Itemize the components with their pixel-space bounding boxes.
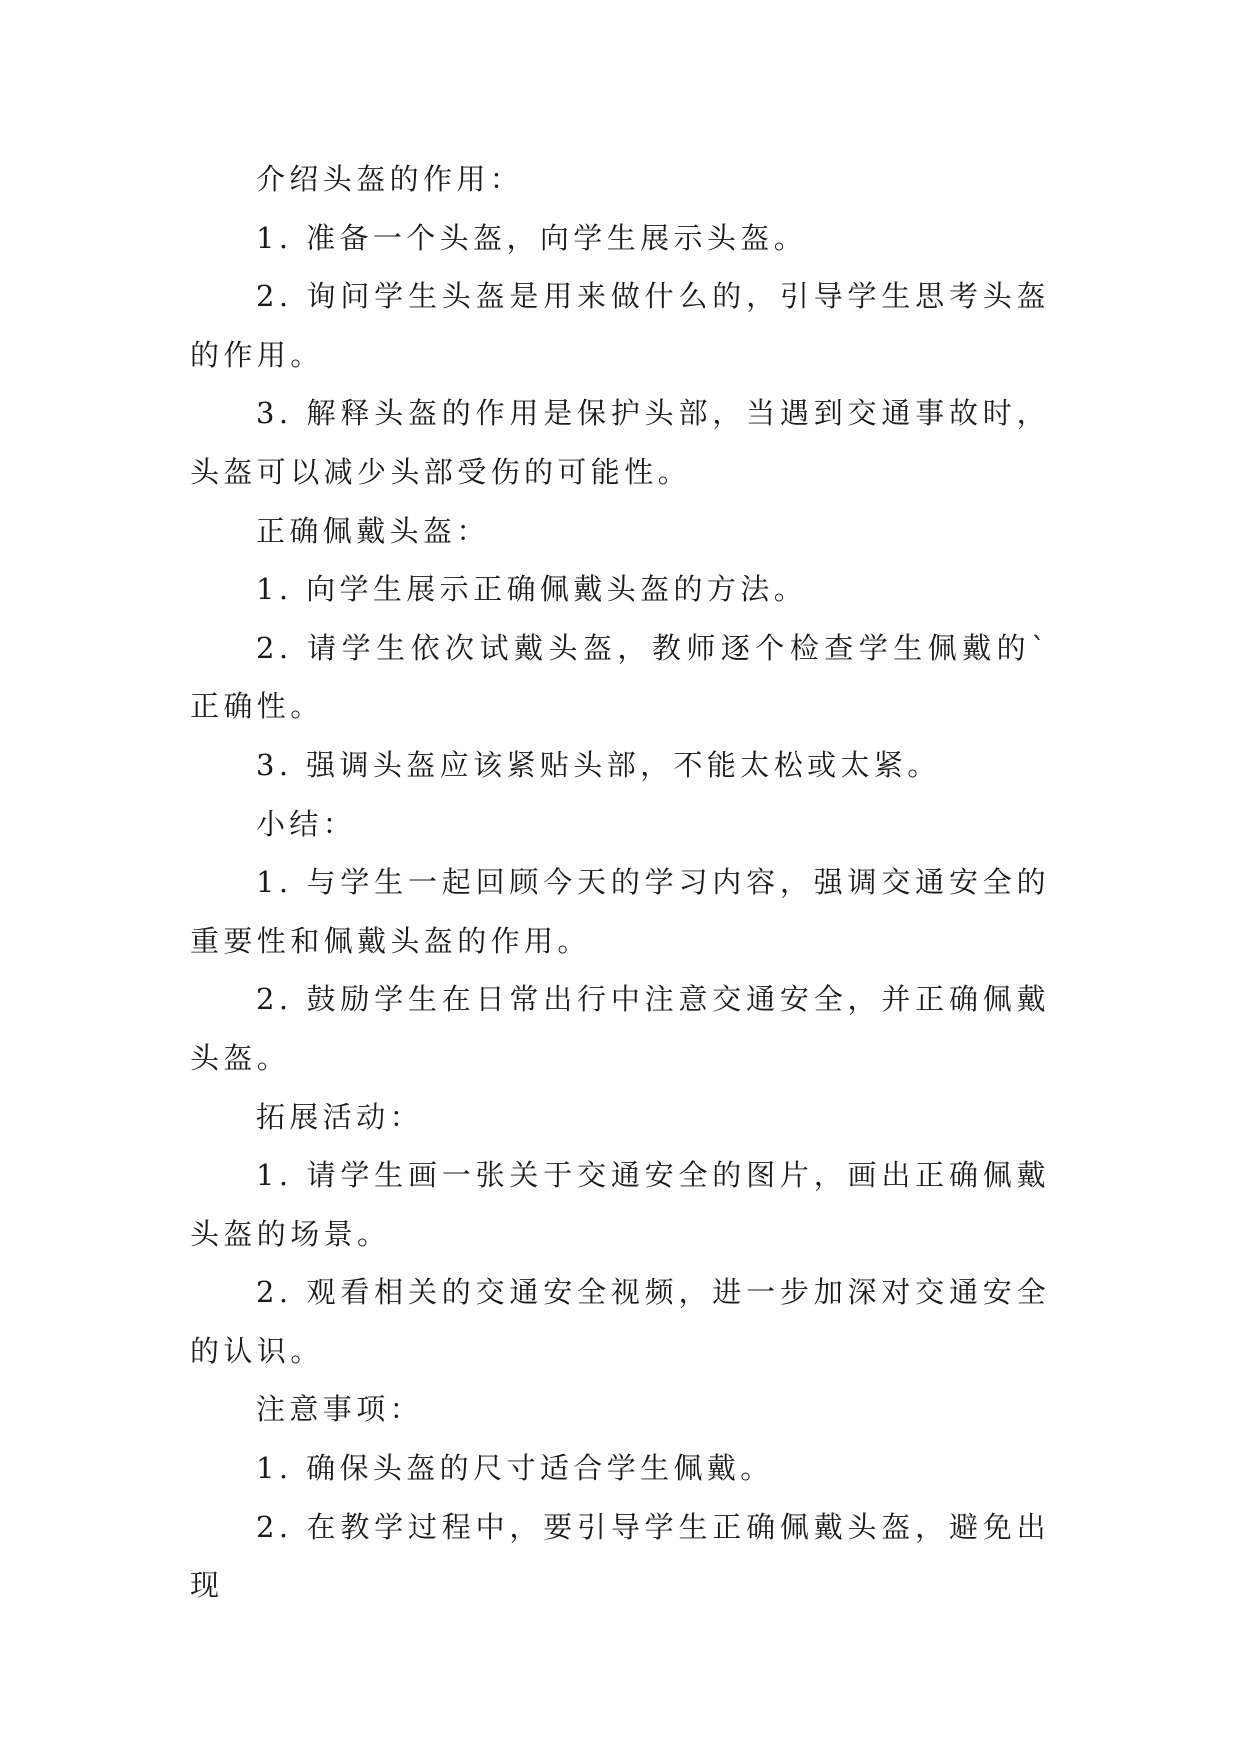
list-item: 1. 准备一个头盔，向学生展示头盔。 [256,220,808,255]
section-heading-extension-activities: 拓展活动： [256,1099,424,1134]
list-item: 1. 确保头盔的尺寸适合学生佩戴。 [256,1451,774,1486]
list-item: 2. 鼓励学生在日常出行中注意交通安全，并正确佩戴头盔。 [190,982,1050,1075]
section-heading-helmet-purpose: 介绍头盔的作用： [256,162,524,196]
document-body [190,150,1050,1615]
list-item: 3. 强调头盔应该紧贴头部，不能太松或太紧。 [256,747,941,782]
list-item: 1. 向学生展示正确佩戴头盔的方法。 [256,572,808,607]
section-heading-summary: 小结： [256,806,357,841]
section-heading-notes: 注意事项： [256,1392,424,1427]
list-item: 2. 观看相关的交通安全视频，进一步加深对交通安全的认识。 [190,1275,1050,1368]
list-item: 1. 与学生一起回顾今天的学习内容，强调交通安全的重要性和佩戴头盔的作用。 [190,865,1050,958]
list-item: 2. 在教学过程中，要引导学生正确佩戴头盔，避免出现 [190,1509,1050,1603]
list-item: 2. 请学生依次试戴头盔，教师逐个检查学生佩戴的`正确性。 [190,630,1050,724]
section-heading-wearing-helmet: 正确佩戴头盔： [256,513,490,548]
list-item: 2. 询问学生头盔是用来做什么的，引导学生思考头盔的作用。 [190,279,1050,372]
list-item: 3. 解释头盔的作用是保护头部，当遇到交通事故时，头盔可以减少头部受伤的可能性。 [190,396,1050,489]
list-item: 1. 请学生画一张关于交通安全的图片，画出正确佩戴头盔的场景。 [190,1158,1050,1251]
